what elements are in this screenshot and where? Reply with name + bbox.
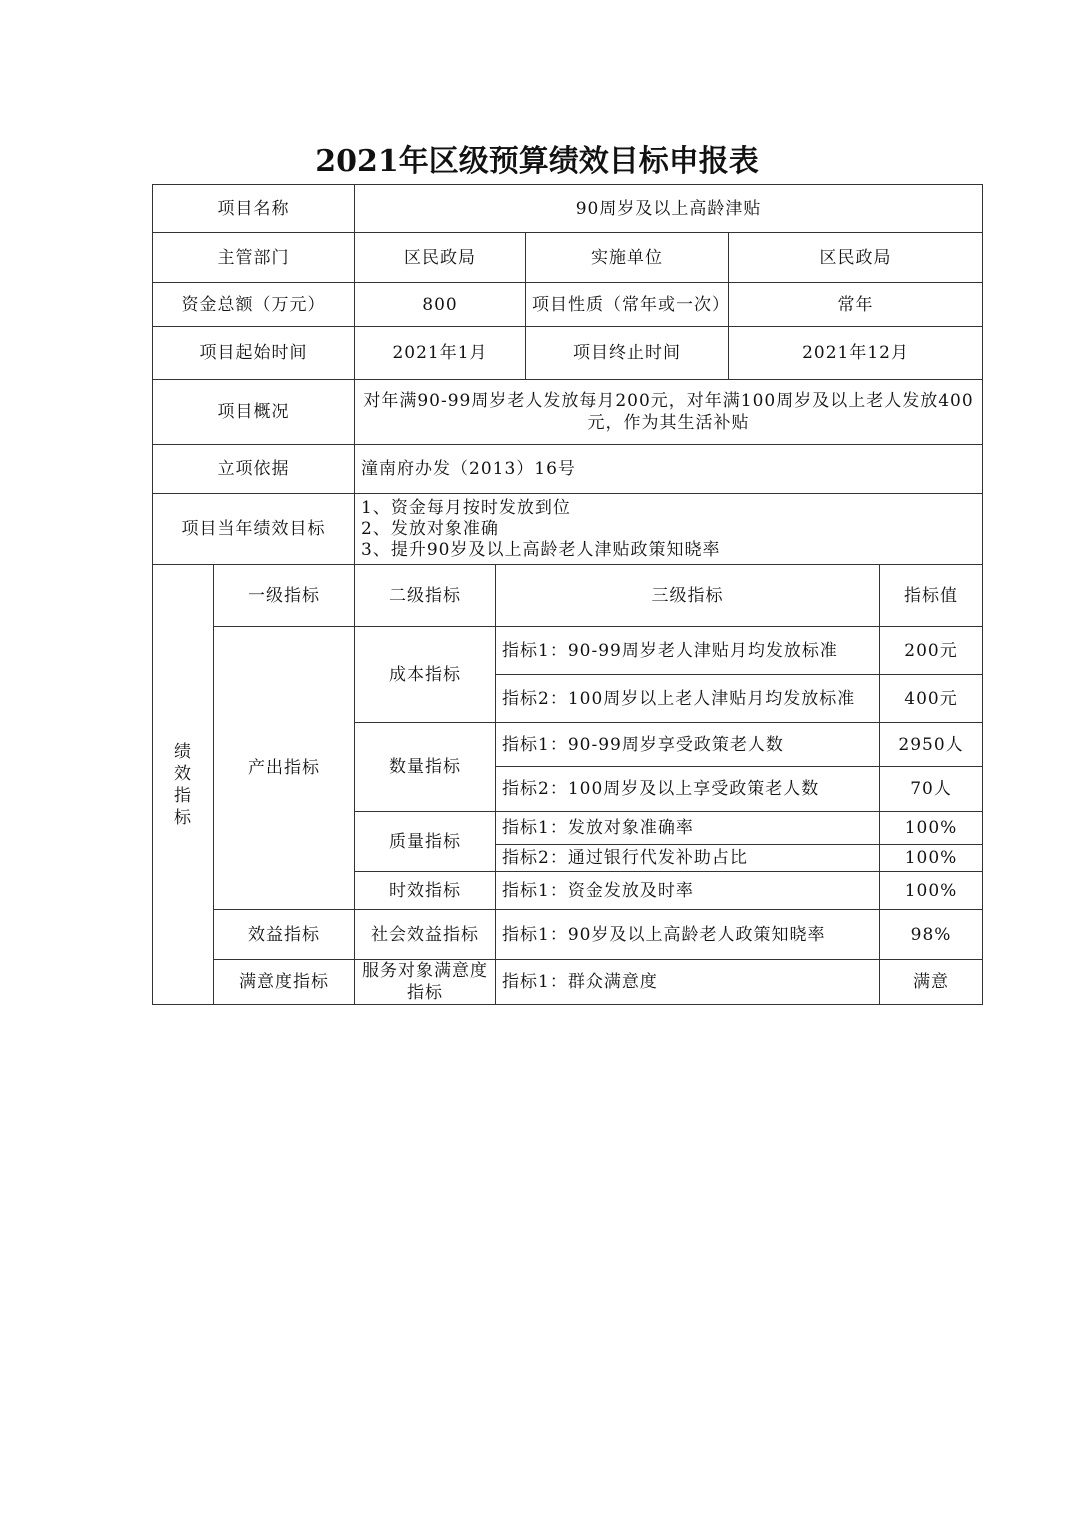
project-nature-value: 常年 (729, 283, 983, 327)
header-value: 指标值 (880, 565, 983, 627)
section-label-char: 标 (174, 807, 192, 828)
row-funds (153, 283, 983, 327)
overview-label: 项目概况 (153, 380, 355, 445)
project-nature-label: 项目性质（常年或一次） (526, 283, 729, 327)
annual-goal-label: 项目当年绩效目标 (153, 494, 355, 565)
row-project-name (153, 185, 983, 233)
indicator-name: 指标1：发放对象准确率 (496, 812, 880, 845)
level2-social-benefit: 社会效益指标 (355, 910, 496, 960)
section-label-char: 绩 (174, 741, 192, 762)
indicator-name: 指标1：群众满意度 (496, 960, 880, 1005)
basis-value: 潼南府办发（2013）16号 (355, 445, 983, 494)
annual-goal-line: 3、提升90岁及以上高龄老人津贴政策知晓率 (361, 539, 721, 560)
level2-quality: 质量指标 (355, 812, 496, 872)
header-level3: 三级指标 (496, 565, 880, 627)
indicator-name: 指标1：90-99周岁老人津贴月均发放标准 (496, 627, 880, 675)
indicator-value: 100% (880, 845, 983, 872)
indicator-value: 400元 (880, 675, 983, 723)
level1-benefit: 效益指标 (214, 910, 355, 960)
level2-service-satisfaction: 服务对象满意度指标 (355, 960, 496, 1005)
overview-value: 对年满90-99周岁老人发放每月200元，对年满100周岁及以上老人发放400元，作为其生活补贴 (355, 380, 983, 445)
level2-quantity: 数量指标 (355, 723, 496, 812)
level1-satisfaction: 满意度指标 (214, 960, 355, 1005)
indicator-row (153, 910, 983, 960)
end-time-label: 项目终止时间 (526, 327, 729, 380)
indicator-value: 满意 (880, 960, 983, 1005)
section-label-char: 效 (174, 763, 192, 784)
total-funds-value: 800 (355, 283, 526, 327)
header-level1: 一级指标 (214, 565, 355, 627)
department-value: 区民政局 (355, 233, 526, 283)
basis-label: 立项依据 (153, 445, 355, 494)
indicator-name: 指标2：100周岁及以上享受政策老人数 (496, 767, 880, 812)
total-funds-label: 资金总额（万元） (153, 283, 355, 327)
indicator-row (153, 627, 983, 675)
row-basis (153, 445, 983, 494)
indicator-name: 指标1：90-99周岁享受政策老人数 (496, 723, 880, 767)
row-annual-goal (153, 494, 983, 565)
row-time (153, 327, 983, 380)
indicator-value: 200元 (880, 627, 983, 675)
indicator-name: 指标1：资金发放及时率 (496, 872, 880, 910)
indicator-value: 70人 (880, 767, 983, 812)
indicator-value: 98% (880, 910, 983, 960)
section-label-char: 指 (174, 785, 192, 806)
implementer-label: 实施单位 (526, 233, 729, 283)
indicator-name: 指标2：100周岁以上老人津贴月均发放标准 (496, 675, 880, 723)
row-department (153, 233, 983, 283)
indicator-name: 指标2：通过银行代发补助占比 (496, 845, 880, 872)
start-time-value: 2021年1月 (355, 327, 526, 380)
start-time-label: 项目起始时间 (153, 327, 355, 380)
level2-timeliness: 时效指标 (355, 872, 496, 910)
performance-target-form (152, 184, 983, 1005)
row-overview (153, 380, 983, 445)
annual-goal-value (355, 494, 983, 565)
project-name-label: 项目名称 (153, 185, 355, 233)
indicator-value: 100% (880, 872, 983, 910)
indicators-section-label (153, 565, 214, 1005)
project-name-value: 90周岁及以上高龄津贴 (355, 185, 983, 233)
indicator-value: 100% (880, 812, 983, 845)
row-indicator-headers (153, 565, 983, 627)
indicator-value: 2950人 (880, 723, 983, 767)
indicator-row (153, 960, 983, 1005)
header-level2: 二级指标 (355, 565, 496, 627)
implementer-value: 区民政局 (729, 233, 983, 283)
department-label: 主管部门 (153, 233, 355, 283)
indicator-name: 指标1：90岁及以上高龄老人政策知晓率 (496, 910, 880, 960)
page-title: 2021年区级预算绩效目标申报表 (315, 144, 759, 179)
end-time-value: 2021年12月 (729, 327, 983, 380)
level2-cost: 成本指标 (355, 627, 496, 723)
annual-goal-line: 1、资金每月按时发放到位 (361, 497, 571, 518)
level1-output: 产出指标 (214, 627, 355, 910)
annual-goal-line: 2、发放对象准确 (361, 518, 499, 539)
